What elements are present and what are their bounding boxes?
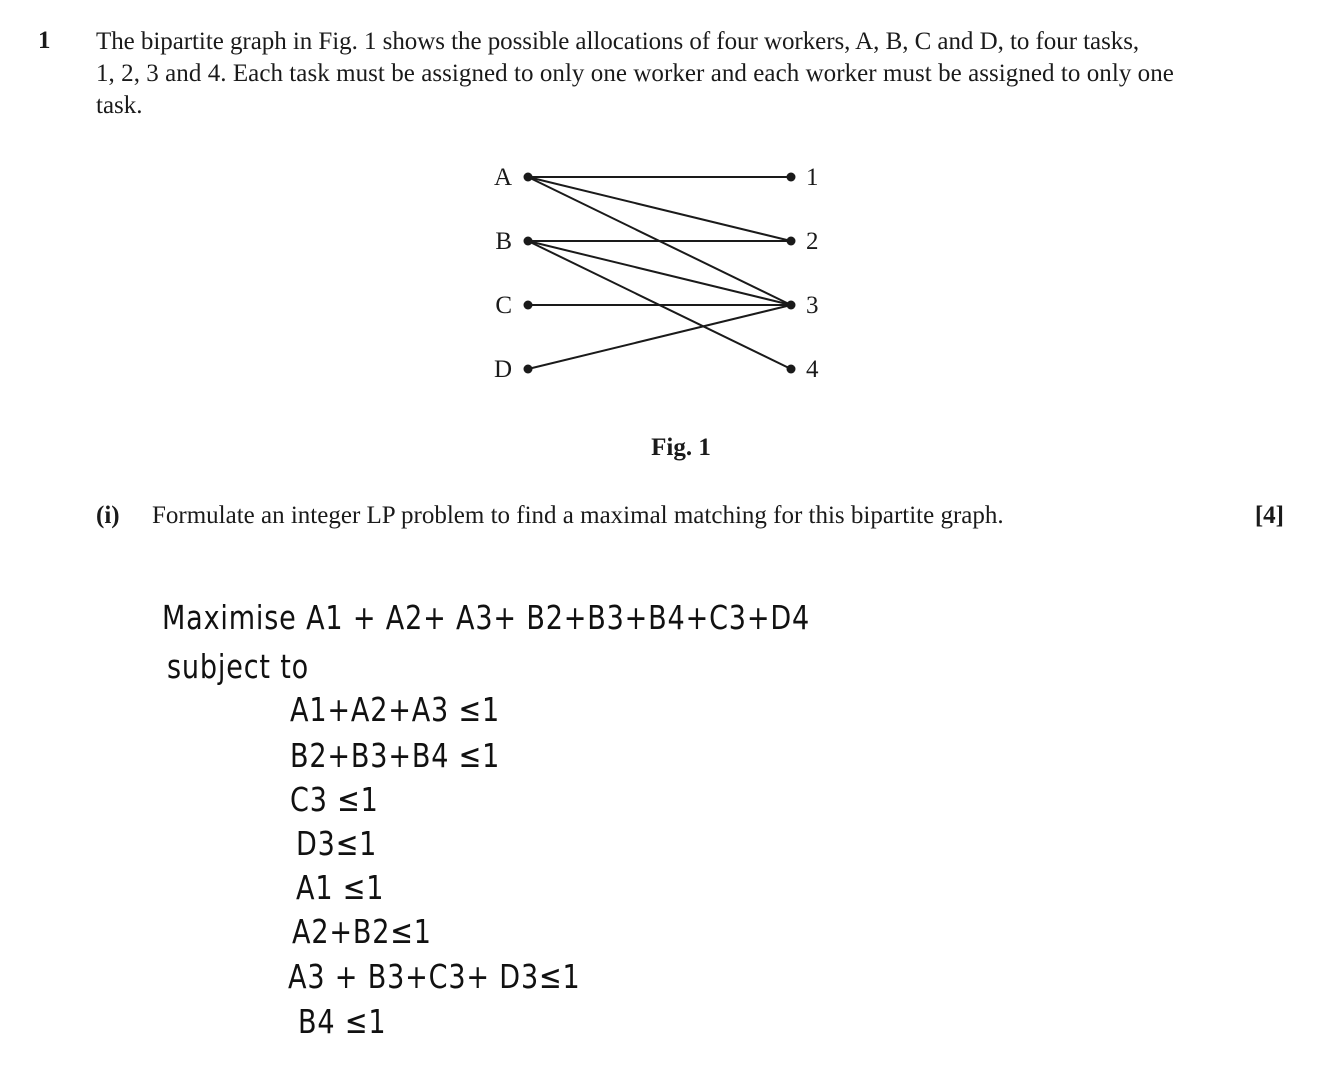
task-node-1: [787, 173, 796, 182]
answer-objective: Maximise A1 + A2+ A3+ B2+B3+B4+C3+D4: [162, 598, 811, 637]
worker-node-D: [524, 365, 533, 374]
worker-node-B: [524, 237, 533, 246]
answer-constraint: D3≤1: [296, 824, 378, 863]
task-node-2: [787, 237, 796, 246]
answer-subject-to: subject to: [167, 647, 310, 686]
worker-node-A: [524, 173, 533, 182]
answer-constraint: A1 ≤1: [296, 868, 385, 907]
figure-caption: Fig. 1: [651, 434, 711, 461]
answer-constraint: A3 + B3+C3+ D3≤1: [288, 957, 581, 996]
task-label-1: 1: [806, 164, 819, 191]
task-node-3: [787, 301, 796, 310]
part-label: (i): [96, 502, 120, 529]
question-line-1: The bipartite graph in Fig. 1 shows the possible allocations of four workers, A, B, C and D, to four tasks,: [96, 28, 1140, 55]
task-label-4: 4: [806, 356, 819, 383]
answer-constraint: A2+B2≤1: [292, 912, 432, 951]
edge-B3: [528, 241, 791, 305]
answer-constraint: A1+A2+A3 ≤1: [290, 690, 501, 729]
edge-D3: [528, 305, 791, 369]
answer-constraint: B2+B3+B4 ≤1: [290, 736, 501, 775]
question-number: 1: [38, 27, 51, 54]
worker-node-C: [524, 301, 533, 310]
worker-label-C: C: [495, 292, 512, 319]
question-line-2: 1, 2, 3 and 4. Each task must be assigned to only one worker and each worker must be assigned to only one: [96, 60, 1174, 87]
worker-label-A: A: [493, 164, 512, 191]
task-label-3: 3: [806, 292, 819, 319]
marks: [4]: [1254, 502, 1284, 529]
task-label-2: 2: [806, 228, 819, 255]
edge-A2: [528, 177, 791, 241]
answer-constraint: C3 ≤1: [290, 780, 379, 819]
part-text: Formulate an integer LP problem to find a maximal matching for this bipartite graph.: [152, 502, 1004, 529]
question-line-3: task.: [96, 92, 143, 119]
worker-label-B: B: [495, 228, 512, 255]
answer-constraint: B4 ≤1: [298, 1002, 387, 1041]
task-node-4: [787, 365, 796, 374]
worker-label-D: D: [493, 356, 512, 383]
